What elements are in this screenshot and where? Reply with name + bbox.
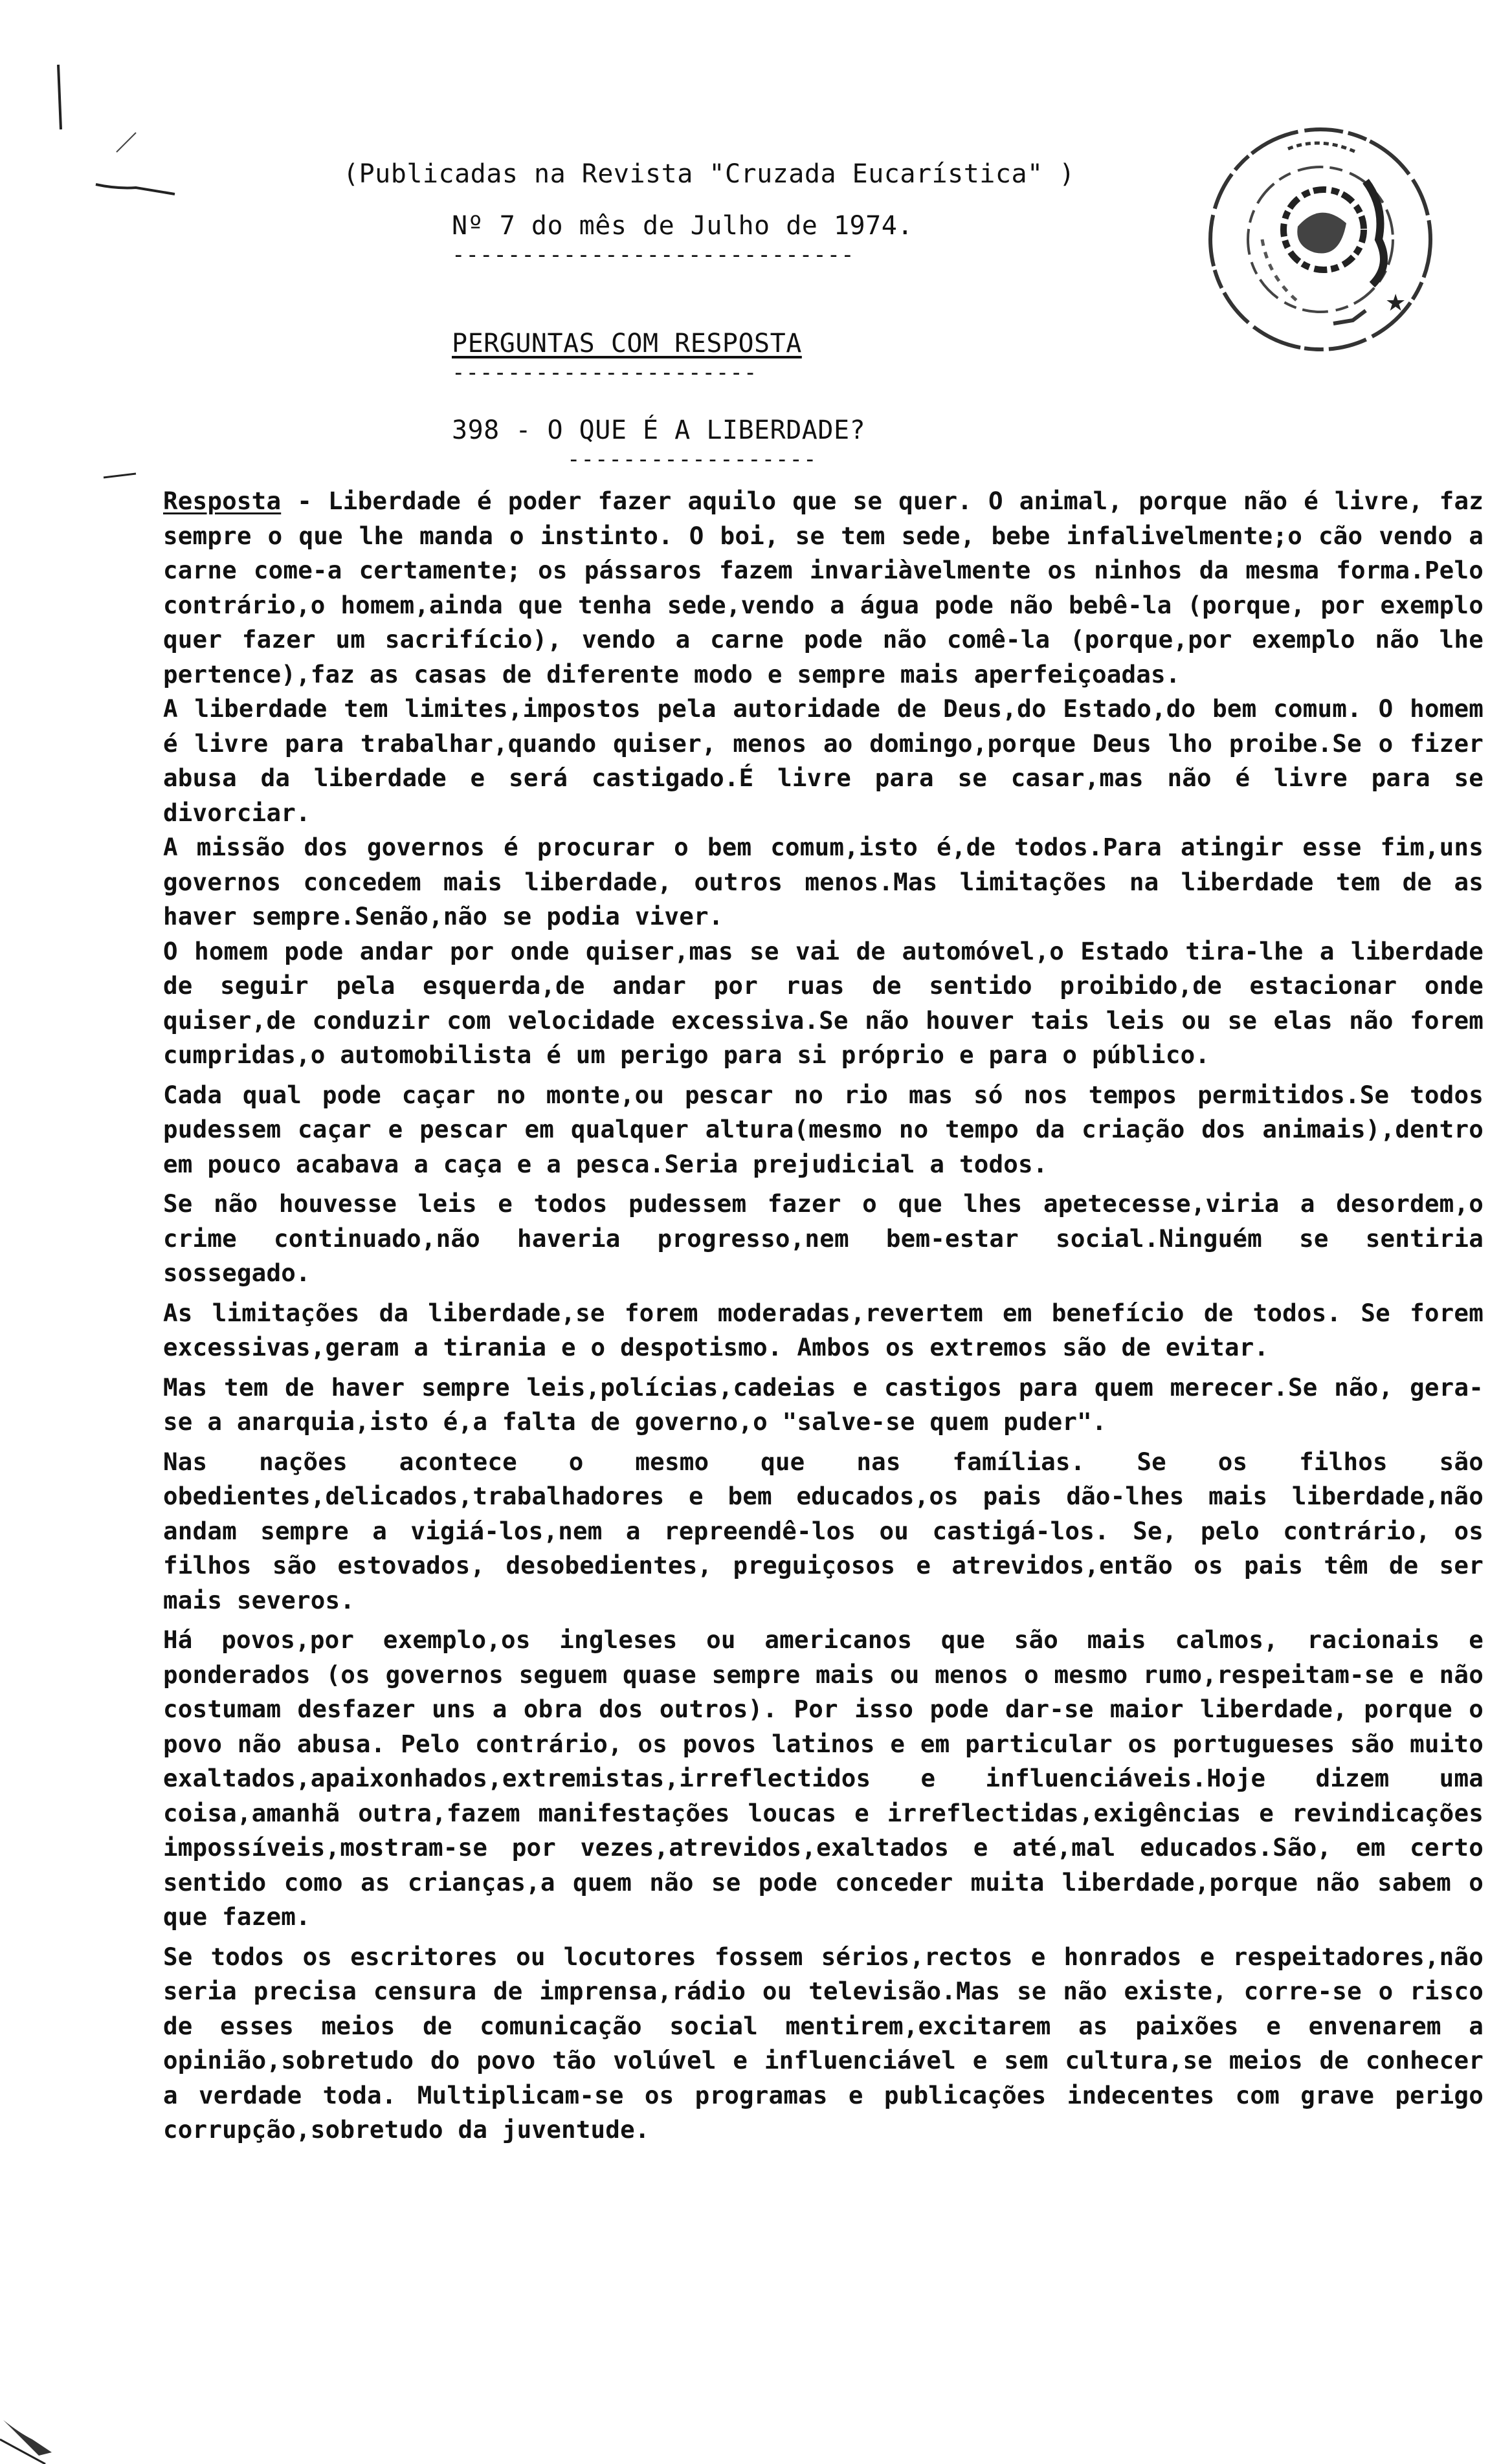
paragraph: A missão dos governos é procurar o bem comum,isto é,de todos.Para atingir esse fim,uns governos concedem mais liberdade, outros menos.Mas limitações na liberdade tem de as haver sempre.Senão,não se podia viver. [163, 833, 1484, 930]
paragraph: Mas tem de haver sempre leis,polícias,cadeias e castigos para quem merecer.Se não, gera-se a anarquia,isto é,a falta de governo,o "salve-se quem puder". [163, 1372, 1484, 1436]
paragraph: Há povos,por exemplo,os ingleses ou americanos que são mais calmos, racionais e ponderados (os governos seguem quase sempre mais ou menos o mesmo rumo,respeitam-se e não costumam desfazer uns a obra dos outros). Por isso pode dar-se maior liberdade, porque o povo não abusa. Pelo contrário, os povos latinos e em particular os portugueses são muito exaltados,apaixonhados,extremistas,irreflectidos e influenciáveis.Hoje dizem uma coisa,amanhã outra,fazem manifestações loucas e irreflectidas,exigências e revindicações impossíveis,mostram-se por vezes,atrevidos,exaltados e até,mal educados.São, em certo sentido como as crianças,a quem não se pode conceder muita liberdade,porque não sabem o que fazem. [163, 1625, 1484, 1931]
answer-body [163, 484, 1484, 2148]
section-title-text: PERGUNTAS COM RESPOSTA [452, 329, 802, 358]
margin-tick-mark [97, 466, 149, 485]
paragraph: Se todos os escritores ou locutores fossem sérios,rectos e honrados e respeitadores,não seria precisa censura de imprensa,rádio ou televisão.Mas se não existe, corre-se o risco de esses meios de comunicação social mentirem,excitarem as paixões e envenarem a opinião,sobretudo do povo tão volúvel e influenciável e sem cultura,se meios de conhecer a verdade toda. Multiplicam-se os programas e publicações indecentes com grave perigo corrupção,sobretudo da juventude. [163, 1942, 1484, 2144]
paragraph: A liberdade tem limites,impostos pela autoridade de Deus,do Estado,do bem comum. O homem é livre para trabalhar,quando quiser, menos ao domingo,porque Deus lho proibe.Se o fizer abusa da liberdade e será castigado.É livre para se casar,mas não é livre para se divorciar. [163, 694, 1484, 827]
paragraph: O homem pode andar por onde quiser,mas se vai de automóvel,o Estado tira-lhe a liberdade de seguir pela esquerda,de andar por ruas de sentido proibido,de estacionar onde quiser,de conduzir com velocidade excessiva.Se não houver tais leis ou se elas não forem cumpridas,o automobilista é um perigo para si próprio e para o público. [163, 936, 1484, 1069]
issue-divider-rule: ----------------------------- [452, 242, 855, 268]
paragraph: As limitações da liberdade,se forem moderadas,revertem em benefício de todos. Se forem excessivas,geram a tirania e o despotismo. Ambos os extremos são de evitar. [163, 1298, 1484, 1361]
answer-label: Resposta [163, 487, 282, 515]
margin-pen-marks [45, 58, 188, 214]
paragraph-text: - Liberdade é poder fazer aquilo que se quer. O animal, porque não é livre, faz sempre o que lhe manda o instinto. O boi, se tem sede, bebe infalivelmente;o cão vendo a carne come-a certamente; os pássaros fazem invariàvelmente os ninhos da mesma forma.Pelo contrário,o homem,ainda que tenha sede,vendo a água pode não bebê-la (porque, por exemplo quer fazer um sacrifício), vendo a carne pode não comê-la (porque,por exemplo não lhe pertence),faz as casas de diferente modo e sempre mais aperfeiçoadas. [163, 487, 1484, 688]
margin-mark-dash [96, 184, 175, 194]
margin-mark-slash [117, 133, 136, 152]
svg-text:★: ★ [1385, 290, 1406, 316]
issue-date-line: Nº 7 do mês de Julho de 1974. [452, 211, 913, 241]
publication-source-line: (Publicadas na Revista "Cruzada Eucarística" ) [343, 159, 1075, 189]
paragraph: Se não houvesse leis e todos pudessem fazer o que lhes apetecesse,viria a desordem,o crime continuado,não haveria progresso,nem bem-estar social.Ninguém se sentiria sossegado. [163, 1189, 1484, 1287]
question-heading: 398 - O QUE É A LIBERDADE? [452, 415, 866, 445]
paragraph: Cada qual pode caçar no monte,ou pescar no rio mas só nos tempos permitidos.Se todos pudessem caçar e pescar em qualquer altura(mesmo no tempo da criação dos animais),dentro em pouco acabava a caça e a pesca.Seria prejudicial a todos. [163, 1080, 1484, 1178]
corner-smudge-mark [0, 2394, 71, 2464]
section-title [452, 329, 802, 358]
margin-mark-vertical [58, 65, 61, 129]
section-divider-rule: ---------------------- [452, 360, 758, 386]
seal-stamp-icon [1191, 110, 1450, 369]
answer-paragraph [163, 484, 1484, 692]
question-divider-rule: ------------------ [567, 446, 817, 472]
paragraph: Nas nações acontece o mesmo que nas famílias. Se os filhos são obedientes,delicados,trabalhadores e bem educados,os pais dão-lhes mais liberdade,não andam sempre a vigiá-los,nem a repreendê-los ou castigá-los. Se, pelo contrário, os filhos são estovados, desobedientes, preguiçosos e atrevidos,então os pais têm de ser mais severos. [163, 1447, 1484, 1614]
